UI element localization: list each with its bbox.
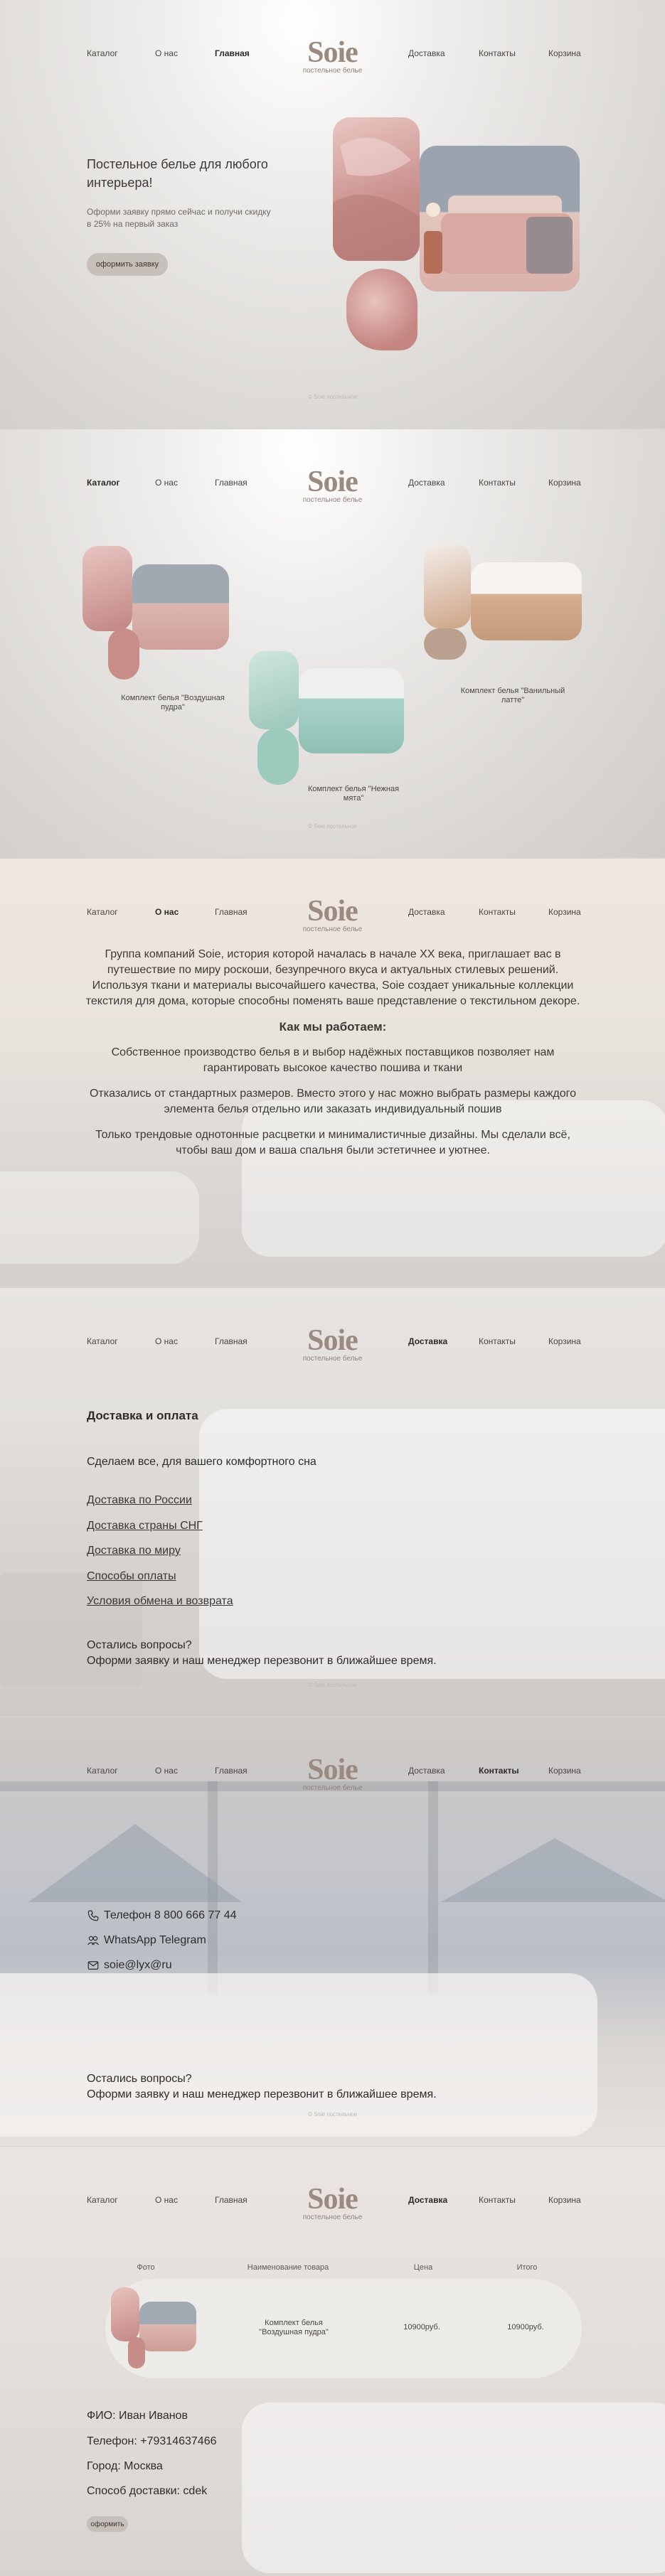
logo[interactable] [0, 2182, 665, 2221]
bg-mountain [441, 1838, 665, 1902]
logo-mark: Soie [307, 1754, 358, 1786]
nav-home[interactable]: Главная [215, 478, 248, 488]
main-nav [0, 2182, 665, 2239]
order-city[interactable]: Город: Москва [87, 2460, 163, 2472]
nav-delivery[interactable]: Доставка [408, 907, 445, 917]
order-phone[interactable]: Телефон: +79314637466 [87, 2435, 217, 2447]
payment-methods-link[interactable]: Способы оплаты [87, 1570, 176, 1582]
about-heading: Как мы работаем: [279, 1020, 387, 1034]
product-image [299, 668, 404, 753]
cart-row [105, 2279, 582, 2378]
main-nav [0, 894, 665, 951]
nav-delivery[interactable]: Доставка [408, 1766, 445, 1776]
contacts-question: Остались вопросы? [87, 2073, 192, 2085]
hero-photo-bedroom [420, 146, 580, 291]
bg-furniture [0, 1572, 142, 1686]
contact-phone[interactable] [87, 1909, 236, 1922]
about-paragraph: Отказались от стандартных размеров. Вместо этого у нас можно выбрать размеры каждого элемента белья отдельно или заказать индивидуальный пошив [89, 1088, 577, 1115]
logo[interactable] [0, 465, 665, 504]
nav-delivery[interactable]: Доставка [408, 48, 445, 58]
footer-note: © Soie постельное [307, 1682, 358, 1688]
nav-home[interactable]: Главная [215, 1766, 248, 1776]
nav-about[interactable]: О нас [155, 1766, 178, 1776]
nav-cart[interactable]: Корзина [548, 1766, 581, 1776]
cart-item-price: 10900руб. [403, 2323, 440, 2331]
nav-delivery[interactable]: Доставка [408, 478, 445, 488]
contacts-callback: Оформи заявку и наш менеджер перезвонит в ближайшее время. [87, 2088, 437, 2100]
logo[interactable] [0, 894, 665, 933]
nav-catalog[interactable]: Каталог [87, 1336, 118, 1346]
product-image [83, 546, 132, 631]
cart-header-total: Итого [516, 2263, 538, 2272]
nav-delivery[interactable]: Доставка [408, 2195, 448, 2205]
nav-cart[interactable]: Корзина [548, 1336, 581, 1346]
logo-mark: Soie [307, 2183, 358, 2216]
product-image [132, 564, 229, 650]
nav-about[interactable]: О нас [155, 2195, 178, 2205]
product-image [108, 628, 139, 680]
nav-cart[interactable]: Корзина [548, 2195, 581, 2205]
nav-delivery[interactable]: Доставка [408, 1336, 448, 1346]
footer-note: © Soie постельное [307, 2111, 358, 2118]
hero-section [0, 0, 665, 429]
nav-home[interactable]: Главная [215, 1336, 248, 1346]
product-image [249, 651, 299, 729]
catalog-section [0, 429, 665, 859]
nav-catalog[interactable]: Каталог [87, 478, 120, 488]
nav-about[interactable]: О нас [155, 48, 178, 58]
nav-catalog[interactable]: Каталог [87, 907, 118, 917]
hero-text: Оформи заявку прямо сейчас и получи скидку в 25% на первый заказ [87, 207, 271, 229]
hero-photo-fabric [333, 117, 420, 261]
logo[interactable] [0, 36, 665, 75]
nav-home[interactable]: Главная [215, 907, 248, 917]
main-nav [0, 1324, 665, 1380]
logo-subtitle: постельное белье [302, 1355, 363, 1363]
main-nav [0, 1753, 665, 1810]
about-text [84, 947, 582, 1169]
bg-bed [199, 1409, 665, 1679]
cart-header-name: Наименование товара [247, 2263, 329, 2272]
bg-bed [242, 2403, 665, 2573]
delivery-link-cis[interactable]: Доставка страны СНГ [87, 1520, 203, 1532]
cart-header-price: Цена [413, 2263, 433, 2272]
returns-link[interactable]: Условия обмена и возврата [87, 1595, 233, 1607]
logo[interactable] [0, 1753, 665, 1792]
about-paragraph: Только трендовые однотонные расцветки и минималистичные дизайны. Мы сделали всё, чтобы ваш дом и ваша спальня были эстетичнее и уютнее. [95, 1129, 570, 1156]
phone-icon [87, 1909, 100, 1922]
delivery-title: Доставка и оплата [87, 1409, 198, 1422]
hero-photo-texture [346, 269, 417, 350]
nav-home[interactable]: Главная [215, 2195, 248, 2205]
nav-contacts[interactable]: Контакты [479, 48, 516, 58]
nav-catalog[interactable]: Каталог [87, 2195, 118, 2205]
main-nav [0, 465, 665, 522]
nav-about[interactable]: О нас [155, 478, 178, 488]
nav-contacts[interactable]: Контакты [479, 2195, 516, 2205]
main-nav [0, 36, 665, 92]
delivery-link-world[interactable]: Доставка по миру [87, 1545, 181, 1557]
logo-mark: Soie [307, 36, 358, 69]
nav-contacts[interactable]: Контакты [479, 478, 516, 488]
hero-order-button[interactable]: оформить заявку [87, 253, 168, 276]
logo-subtitle: постельное белье [302, 496, 363, 504]
about-paragraph: Собственное производство белья в и выбор надёжных поставщиков позволяет нам гарантировать высокое качество пошива и ткани [111, 1046, 555, 1074]
delivery-link-russia[interactable]: Доставка по России [87, 1494, 192, 1506]
nav-cart[interactable]: Корзина [548, 48, 581, 58]
bg-bed [0, 1171, 199, 1264]
logo-subtitle: постельное белье [302, 1784, 363, 1792]
logo[interactable] [0, 1324, 665, 1363]
order-shipping[interactable]: Способ доставки: cdek [87, 2485, 208, 2497]
nav-catalog[interactable]: Каталог [87, 48, 118, 58]
cart-item-image [139, 2302, 196, 2351]
contact-email[interactable] [87, 1959, 172, 1972]
nav-catalog[interactable]: Каталог [87, 1766, 118, 1776]
nav-cart[interactable]: Корзина [548, 907, 581, 917]
delivery-question: Остались вопросы? [87, 1639, 192, 1651]
nav-home[interactable]: Главная [215, 48, 250, 58]
contacts-section [0, 1717, 665, 2147]
cart-item-image [128, 2337, 145, 2368]
nav-contacts[interactable]: Контакты [479, 1766, 519, 1776]
nav-cart[interactable]: Корзина [548, 478, 581, 488]
logo-mark: Soie [307, 466, 358, 498]
cart-header-photo: Фото [137, 2263, 155, 2272]
cart-item-image [111, 2287, 139, 2341]
cart-item-total: 10900руб. [507, 2323, 544, 2331]
order-fio[interactable]: ФИО: Иван Иванов [87, 2410, 188, 2422]
nav-about[interactable]: О нас [155, 1336, 178, 1346]
contact-email-text: soie@lyx@ru [104, 1959, 172, 1971]
product-image [257, 728, 299, 785]
logo-mark: Soie [307, 895, 358, 928]
product-name: Комплект белья "Нежная мята" [307, 785, 400, 803]
cart-item-name: Комплект белья "Воздушная пудра" [259, 2319, 329, 2336]
bg-mountain [28, 1824, 242, 1902]
hero-title: Постельное белье для любого интерьера! [87, 157, 268, 190]
mail-icon [87, 1959, 100, 1972]
logo-mark: Soie [307, 1324, 358, 1357]
nav-contacts[interactable]: Контакты [479, 907, 516, 917]
logo-subtitle: постельное белье [302, 925, 363, 933]
nav-about[interactable]: О нас [155, 907, 179, 917]
delivery-section [0, 1288, 665, 1717]
window-frame [428, 1781, 438, 1995]
product-image [424, 544, 471, 628]
product-image [471, 562, 582, 640]
contact-messengers-text: WhatsApp Telegram [104, 1934, 206, 1946]
nav-contacts[interactable]: Контакты [479, 1336, 516, 1346]
logo-subtitle: постельное белье [302, 2213, 363, 2221]
product-name: Комплект белья "Воздушная пудра" [121, 694, 225, 712]
people-icon [87, 1934, 100, 1947]
checkout-button[interactable]: оформить [87, 2516, 128, 2532]
contact-messengers[interactable] [87, 1934, 206, 1947]
logo-subtitle: постельное белье [302, 67, 363, 75]
footer-note: © Soie постельное [307, 394, 358, 400]
about-section [0, 859, 665, 1288]
product-image [424, 628, 467, 660]
product-name: Комплект белья "Ванильный латте" [460, 687, 565, 704]
about-intro: Группа компаний Soie, история которой началась в начале XX века, приглашает вас в путешествие по миру роскоши, безупречного вкуса и актуальных стилевых решений. Используя ткани и материалы высочайшего качества, Soie создает уникальные коллекции текстиля для дома, которые способны поменять ваше представление о текстильном декоре. [85, 948, 580, 1007]
delivery-callback: Оформи заявку и наш менеджер перезвонит в ближайшее время. [87, 1655, 437, 1667]
delivery-tagline: Сделаем все, для вашего комфортного сна [87, 1456, 316, 1468]
cart-section [0, 2147, 665, 2576]
footer-note: © Soie постельное [307, 823, 358, 830]
contact-phone-text: Телефон 8 800 666 77 44 [104, 1909, 237, 1921]
